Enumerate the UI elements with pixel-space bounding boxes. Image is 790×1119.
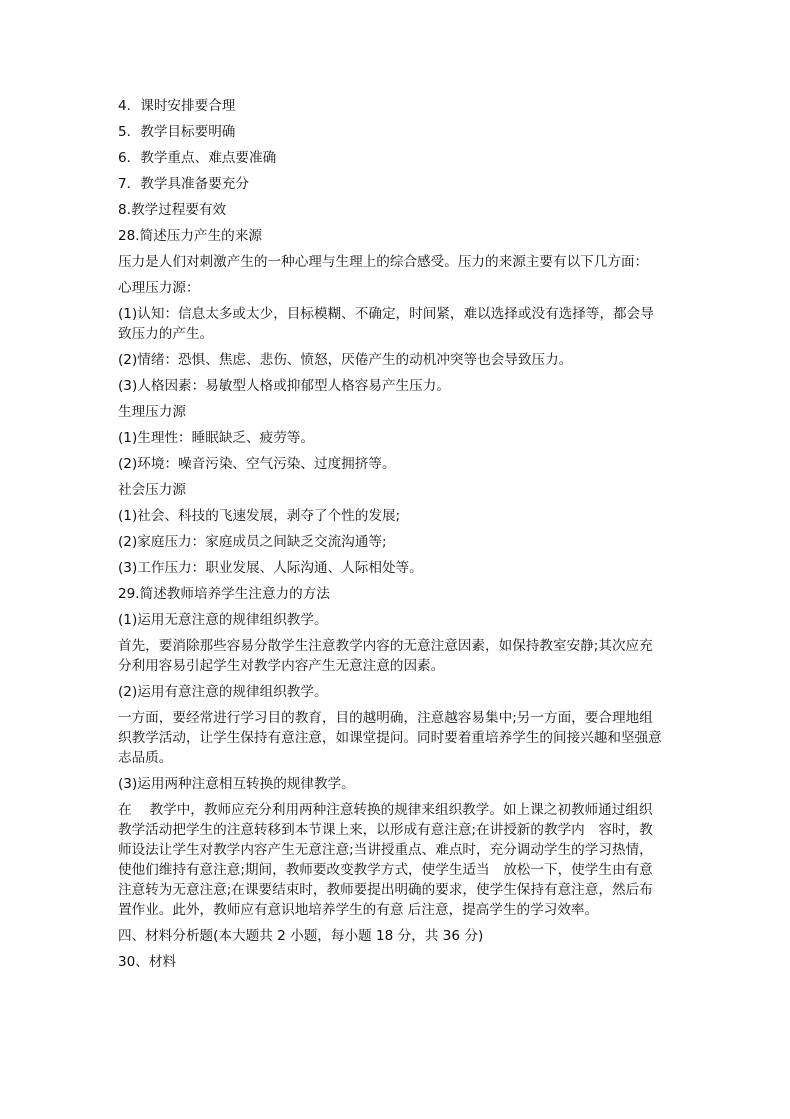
psych-item-1: (1)认知：信息太多或太少，目标模糊、不确定，时间紧，难以选择或没有选择等，都会导致压力的产生。 xyxy=(118,306,654,342)
question-28-intro: 压力是人们对刺激产生的一种心理与生理上的综合感受。压力的来源主要有以下几方面： xyxy=(118,254,649,270)
social-item-1: (1)社会、科技的飞速发展，剥夺了个性的发展; xyxy=(118,508,401,524)
social-stress-heading: 社会压力源 xyxy=(118,482,186,498)
list-item-8: 8.教学过程要有效 xyxy=(118,202,227,218)
method-3-body: 在 教学中，教师应充分利用两种注意转换的规律来组织教学。如上课之初教师通过组织教学活动把学生的注意转移到本节课上来，以形成有意注意;在讲授新的教学内 容时，教师设法让学生对教学内容产生无意注意;当讲授重点、难点时，充分调动学生的学习热情，使他们维持有意注意;期间，教师要改变教学方式，使学生适当 放松一下，使学生由有意注意转为无意注意;在课要结束时，教师要提出明确的要求，使学生保持有意注意，然后布置作业。此外，教师应有意识地培养学生的有意 后注意，提高学生的学习效率。 xyxy=(118,802,653,918)
social-item-3: (3)工作压力：职业发展、人际沟通、人际相处等。 xyxy=(118,560,423,576)
section-4-heading: 四、材料分析题(本大题共 2 小题，每小题 18 分，共 36 分) xyxy=(118,928,484,944)
method-1-heading: (1)运用无意注意的规律组织教学。 xyxy=(118,612,328,628)
physiological-stress-heading: 生理压力源 xyxy=(118,404,186,420)
psych-item-2: (2)情绪：恐惧、焦虑、悲伤、愤怒，厌倦产生的动机冲突等也会导致压力。 xyxy=(118,352,573,368)
social-item-2: (2)家庭压力：家庭成员之间缺乏交流沟通等; xyxy=(118,534,387,550)
physio-item-1: (1)生理性：睡眠缺乏、疲劳等。 xyxy=(118,430,314,446)
question-28-heading: 28.简述压力产生的来源 xyxy=(118,228,262,244)
method-3-heading: (3)运用两种注意相互转换的规律教学。 xyxy=(118,776,355,792)
method-1-body: 首先，要消除那些容易分散学生注意教学内容的无意注意因素，如保持教室安静;其次应充分利用容易引起学生对教学内容产生无意注意的因素。 xyxy=(118,638,653,674)
method-2-heading: (2)运用有意注意的规律组织教学。 xyxy=(118,684,328,700)
psych-item-3: (3)人格因素：易敏型人格或抑郁型人格容易产生压力。 xyxy=(118,378,450,394)
method-2-body: 一方面，要经常进行学习目的教育，目的越明确，注意越容易集中;另一方面，要合理地组织教学活动，让学生保持有意注意，如课堂提问。同时要着重培养学生的间接兴趣和坚强意志品质。 xyxy=(118,710,662,766)
list-item-7: 7．教学具准备要充分 xyxy=(118,176,249,192)
question-30-heading: 30、材料 xyxy=(118,954,177,970)
list-item-4: 4．课时安排要合理 xyxy=(118,98,236,114)
psychological-stress-heading: 心理压力源： xyxy=(118,280,200,296)
list-item-5: 5．教学目标要明确 xyxy=(118,124,236,140)
physio-item-2: (2)环境：噪音污染、空气污染、过度拥挤等。 xyxy=(118,456,396,472)
document-page xyxy=(118,96,662,978)
list-item-6: 6．教学重点、难点要准确 xyxy=(118,150,277,166)
question-29-heading: 29.简述教师培养学生注意力的方法 xyxy=(118,586,330,602)
